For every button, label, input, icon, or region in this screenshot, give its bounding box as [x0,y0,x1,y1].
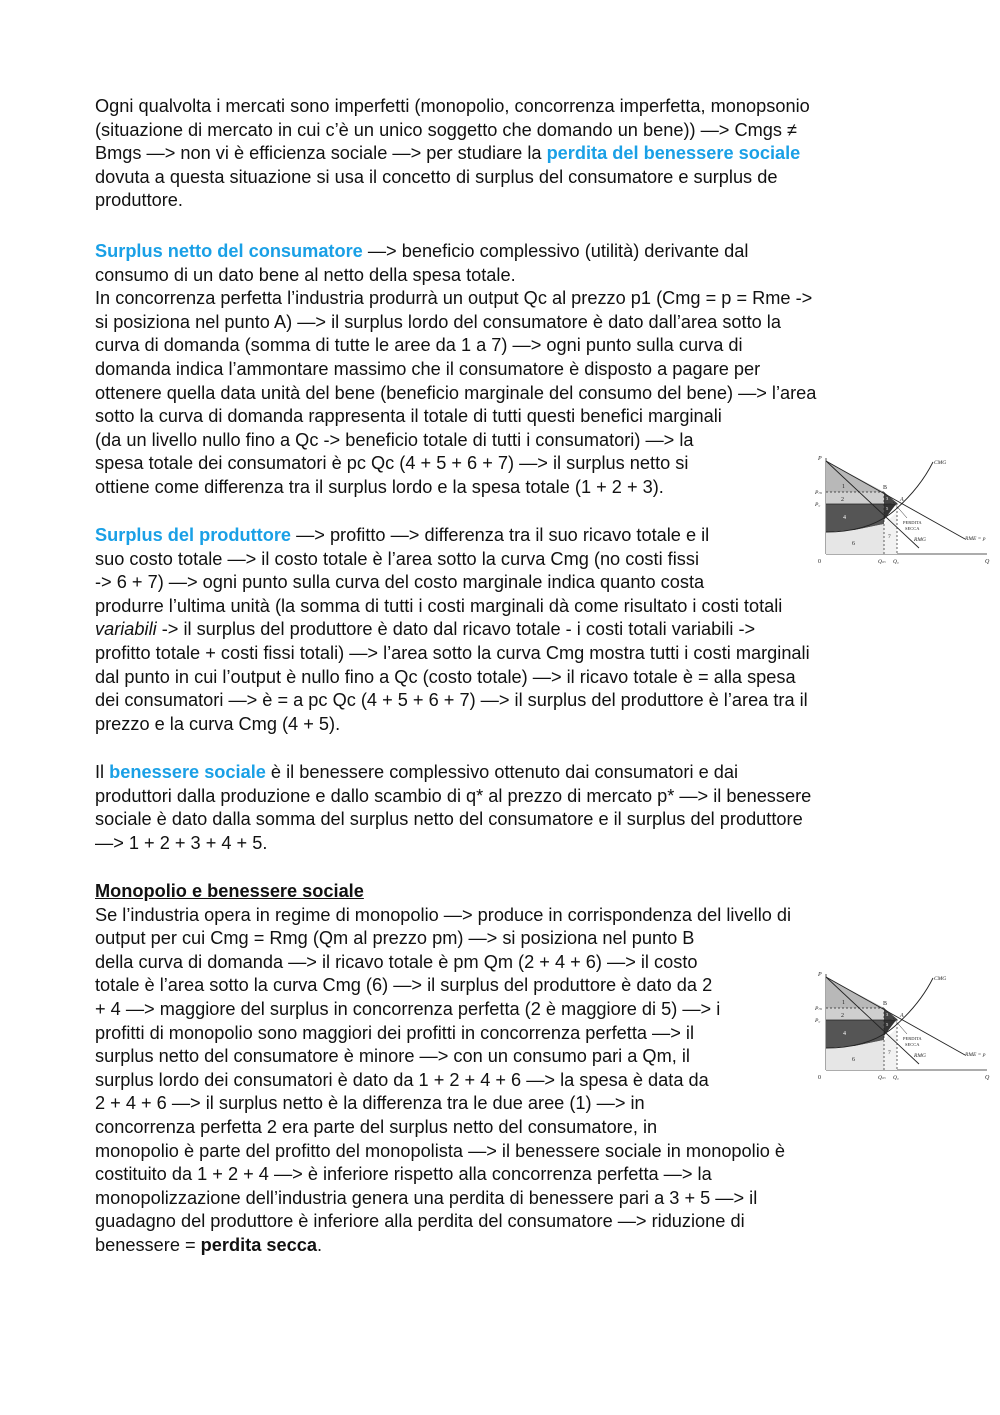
text-run: surplus netto del consumatore è minore —> con un consumo pari a Qm, il [95,1046,690,1067]
text-run: sotto la curva di domanda rappresenta il totale di tutti questi benefici marginali [95,406,722,427]
deadweight-label-1: PERDITA [903,1036,922,1041]
qm-label: Qₘ [878,559,886,565]
area-3-label: 3 [886,1012,889,1017]
text-line [95,998,720,1021]
italic-term: variabili [95,619,157,640]
text-run: profitto totale + costi fissi totali) —> l’area sotto la curva Cmg mostra tutti i costi marginali [95,643,810,663]
qc-label: Q꜀ [893,559,899,565]
rmg-label: RMG [914,1053,926,1059]
text-line [95,240,748,263]
qc-label: Q꜀ [893,1075,899,1081]
qm-label: Qₘ [878,1075,886,1081]
section-heading: Monopolio e benessere sociale [95,881,364,901]
text-line [95,524,709,547]
text-run: guadagno del produttore è inferiore alla perdita del consumatore —> riduzione di [95,1211,745,1232]
axis-x-label: Q [985,1075,990,1081]
text-line [95,666,796,689]
area-2-label: 2 [841,1013,844,1019]
rme-label: RME = p [965,1052,986,1058]
axis-y-label: P [818,972,822,978]
area-3-label: 3 [886,496,889,501]
text-run: domanda indica l’ammontare massimo che il consumatore è disposto a pagare per [95,359,761,379]
text-run: Bmgs —> non vi è efficienza sociale —> per studiare la [95,143,547,164]
area-2-label: 2 [841,497,844,503]
text-run: produttori dalla produzione e dallo scambio di q* al prezzo di mercato p* —> il benessere [95,785,812,806]
text-run: spesa totale dei consumatori è pc Qc (4 + 5 + 6 + 7) —> il surplus netto si [95,453,689,474]
text-line [95,808,803,831]
text-run: -> il surplus del produttore è dato dal ricavo totale - i costi totali variabili -> [156,619,756,640]
text-run: ottiene come differenza tra il surplus lordo e la spesa totale (1 + 2 + 3). [95,477,664,497]
point-b-label: B [883,485,888,491]
text-run: —> profitto —> differenza tra il suo ricavo totale e il [291,525,710,545]
origin-label: 0 [818,559,821,565]
text-line [95,311,781,334]
area-4-label: 4 [843,515,846,521]
area-7-label: 7 [888,534,891,540]
text-line [95,452,688,475]
monopoly-welfare-diagram-1 [815,452,1000,574]
text-line [95,974,712,997]
text-line [95,642,810,665]
text-run: In concorrenza perfetta l’industria produrrà un output Qc al prezzo p1 (Cmg = p = Rme -> [95,288,813,309]
text-line [95,761,738,784]
point-b-label: B [883,1001,888,1007]
text-run: Ogni qualvolta i mercati sono imperfetti (monopolio, concorrenza imperfetta, monopsonio [95,96,810,116]
monopoly-welfare-diagram-2 [815,968,1000,1090]
text-line [95,142,800,165]
text-line [95,951,698,974]
text-run: —> beneficio complessivo (utilità) derivante dal [362,241,749,261]
text-line [95,429,693,452]
text-line [95,119,797,142]
area-7 [884,512,897,554]
text-line [95,618,755,641]
text-run: suo costo totale —> il costo totale è l’area sotto la curva Cmg (no costi fissi [95,548,699,569]
pm-label: Pₘ [815,490,822,496]
text-run: della curva di domanda —> il ricavo totale è pm Qm (2 + 4 + 6) —> il costo [95,951,698,972]
text-line [95,95,810,118]
text-line [95,1069,709,1092]
area-4-label: 4 [843,1031,846,1037]
text-run: (situazione di mercato in cui c’è un unico soggetto che domando un bene)) —> Cmgs ≠ [95,119,797,140]
text-run: è il benessere complessivo ottenuto dai consumatori e dai [265,762,739,782]
text-run: -> 6 + 7) —> ogni punto sulla curva del costo marginale indica quanto costa [95,572,705,593]
text-run: (da un livello nullo fino a Qc -> beneficio totale di tutti i consumatori) —> la [95,429,694,450]
cmg-label: CMG [934,460,947,466]
text-run: dei consumatori —> è = a pc Qc (4 + 5 + 6 + 7) —> il surplus del produttore è l’area tra il [95,690,808,711]
point-a-label: A [900,1013,904,1019]
text-line [95,1187,757,1210]
text-line [95,713,340,736]
text-line [95,927,694,950]
text-line [95,1116,657,1139]
text-line [95,689,808,712]
text-run: consumo di un dato bene al netto della spesa totale. [95,264,516,285]
deadweight-label-1: PERDITA [903,520,922,525]
origin-label: 0 [818,1075,821,1081]
text-run: produttore. [95,190,183,211]
text-run: costituito da 1 + 2 + 4 —> è inferiore rispetto alla concorrenza perfetta —> la [95,1164,712,1185]
text-run: dovuta a questa situazione si usa il concetto di surplus del consumatore e surplus de [95,166,778,187]
highlight-term: Surplus del produttore [95,525,292,545]
cmg-label: CMG [934,976,947,982]
deadweight-label-2: SECCA [905,1042,920,1047]
area-6-label: 6 [852,541,855,547]
text-run: concorrenza perfetta 2 era parte del surplus netto del consumatore, in [95,1117,658,1137]
text-run: produrre l’ultima unità (la somma di tutti i costi marginali dà come risultato i costi totali [95,595,783,616]
text-run: si posiziona nel punto A) —> il surplus lordo del consumatore è dato dall’area sotto la [95,311,781,332]
text-run: benessere = [95,1235,201,1255]
text-line [95,1234,322,1257]
pc-label: P꜀ [815,502,821,508]
text-line [95,264,516,287]
text-run: 2 + 4 + 6 —> il surplus netto è la differenza tra le due aree (1) —> in [95,1093,645,1114]
pc-label: P꜀ [815,1018,821,1024]
area-5-label: 5 [886,1022,889,1027]
deadweight-label-2: SECCA [905,526,920,531]
area-7-label: 7 [888,1050,891,1056]
area-1-label: 1 [842,484,845,490]
area-6-label: 6 [852,1057,855,1063]
text-run: . [316,1235,322,1255]
highlight-term: Surplus netto del consumatore [95,241,363,261]
text-run: output per cui Cmg = Rmg (Qm al prezzo pm) —> si posiziona nel punto B [95,928,695,949]
text-line [95,595,782,618]
text-line [95,1140,785,1163]
point-a-label: A [900,497,904,503]
highlight-term: benessere sociale [109,762,266,782]
text-line [95,189,183,212]
text-line [95,287,812,310]
text-run: + 4 —> maggiore del surplus in concorrenza perfetta (2 è maggiore di 5) —> i [95,999,721,1019]
area-2 [826,1008,884,1020]
text-run: prezzo e la curva Cmg (4 + 5). [95,713,341,734]
area-7 [884,1028,897,1070]
text-line [95,904,791,927]
text-line [95,548,699,571]
text-line [95,832,267,855]
text-line [95,1092,645,1115]
text-run: dal punto in cui l’output è nullo fino a Qc (costo totale) —> il ricavo totale è = alla spesa [95,666,796,687]
rme-label: RME = p [965,536,986,542]
text-line [95,358,760,381]
text-line [95,1163,712,1186]
text-run: Il [95,762,110,782]
bold-term: perdita secca [200,1235,317,1255]
rmg-label: RMG [914,537,926,543]
text-run: surplus lordo dei consumatori è dato da 1 + 2 + 4 + 6 —> la spesa è data da [95,1069,709,1090]
area-1-label: 1 [842,1000,845,1006]
pm-label: Pₘ [815,1006,822,1012]
area-5-label: 5 [886,506,889,511]
text-run: sociale è dato dalla somma del surplus netto del consumatore e il surplus del produttore [95,809,803,830]
axis-y-label: P [818,456,822,462]
text-run: profitti di monopolio sono maggiori dei profitti in concorrenza perfetta —> il [95,1022,694,1043]
text-run: monopolizzazione dell’industria genera una perdita di benessere pari a 3 + 5 —> il [95,1187,758,1208]
text-line [95,880,364,903]
text-run: —> 1 + 2 + 3 + 4 + 5. [95,832,268,853]
area-2 [826,492,884,504]
text-run: Se l’industria opera in regime di monopolio —> produce in corrispondenza del livello di [95,904,792,925]
text-line [95,571,704,594]
text-line [95,382,816,405]
text-run: totale è l’area sotto la curva Cmg (6) —> il surplus del produttore è dato da 2 [95,975,713,996]
axis-x-label: Q [985,559,990,565]
text-run: ottenere quella data unità del bene (beneficio marginale del consumo del bene) —> l’area [95,382,817,403]
text-line [95,476,664,499]
text-run: monopolio è parte del profitto del monopolista —> il benessere sociale in monopolio è [95,1140,786,1161]
text-line [95,405,722,428]
text-line [95,334,743,357]
text-line [95,1210,745,1233]
highlight-term: perdita del benessere sociale [546,143,801,164]
text-line [95,1045,690,1068]
text-run: curva di domanda (somma di tutte le aree da 1 a 7) —> ogni punto sulla curva di [95,335,743,356]
text-line [95,1022,694,1045]
text-line [95,166,777,189]
text-line [95,785,811,808]
